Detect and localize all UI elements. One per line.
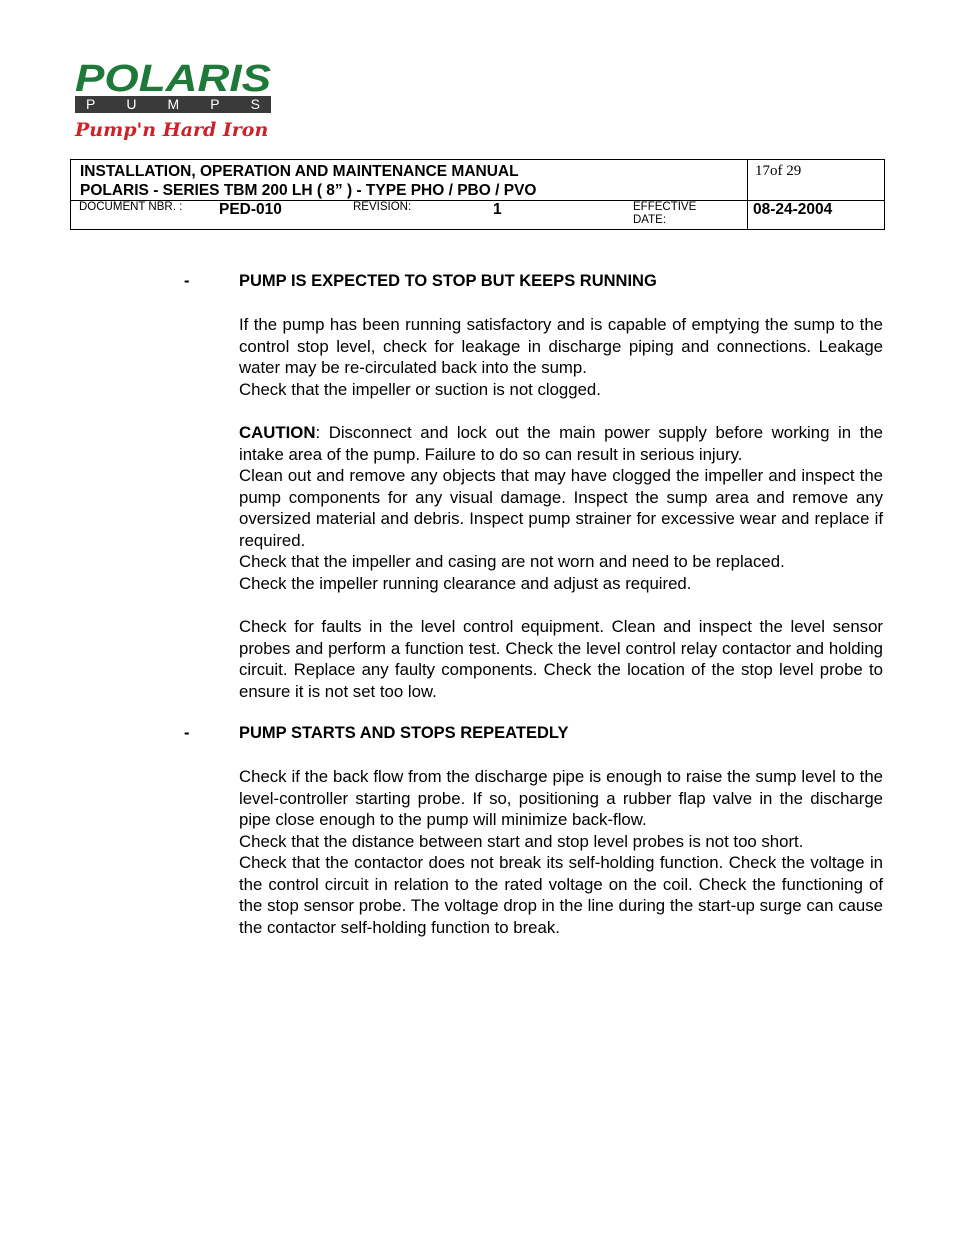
paragraph-caution	[239, 422, 883, 594]
doc-number-value: PED-010	[219, 201, 282, 218]
pumps-letter: S	[250, 96, 260, 112]
bullet-dash: -	[184, 272, 190, 290]
effective-label-line2: DATE:	[633, 214, 667, 226]
polaris-wordmark	[75, 60, 271, 94]
paragraph-text: Clean out and remove any objects that may have clogged the impeller and inspect the pump components for any visual damage. Inspect the sump area and remove any oversized material and debris. Inspect pump strainer for excessive wear and replace if required.	[239, 466, 883, 550]
manual-title	[80, 162, 536, 200]
header-title-row	[71, 160, 884, 201]
company-logo	[75, 60, 271, 142]
section-heading-text: PUMP IS EXPECTED TO STOP BUT KEEPS RUNNING	[239, 272, 657, 290]
revision-label: REVISION:	[353, 201, 412, 213]
doc-number-label: DOCUMENT NBR. :	[79, 201, 183, 213]
brand-text: POLARIS	[75, 60, 271, 94]
polaris-wordmark-svg	[75, 60, 271, 94]
caution-text: : Disconnect and lock out the main power supply before working in the intake area of the pump. Failure to do so can result in serious injury.	[239, 423, 883, 464]
effective-date-value: 08-24-2004	[753, 201, 833, 218]
caution-paragraph	[239, 422, 883, 465]
header-meta-row	[71, 200, 884, 229]
paragraph-level-control	[239, 616, 883, 702]
page-number: 17of 29	[755, 163, 802, 179]
paragraph-text: Check that the contactor does not break its self-holding function. Check the voltage in the control circuit in relation to the rated voltage on the coil. Check the functioning of the stop sensor probe. The voltage drop in the line during the start-up surge can cause the contactor self-holding function to break.	[239, 853, 883, 937]
paragraph-text: If the pump has been running satisfactory and is capable of emptying the sump to the control stop level, check for leakage in discharge piping and connections. Leakage water may be re-circulated back into the sump.	[239, 315, 883, 377]
bullet-dash: -	[184, 724, 190, 742]
paragraph-leakage-check	[239, 314, 883, 400]
pumps-bar	[75, 96, 271, 113]
effective-date-cell	[747, 200, 885, 229]
revision-value: 1	[493, 201, 502, 218]
paragraph-text: Check that the distance between start and stop level probes is not too short.	[239, 831, 804, 851]
pumps-letter: P	[210, 96, 220, 112]
effective-label-line1: EFFECTIVE	[633, 201, 697, 213]
paragraph-text: Check the impeller running clearance and adjust as required.	[239, 573, 692, 593]
paragraph-text: Check that the impeller or suction is not clogged.	[239, 379, 601, 399]
logo-tagline: Pump'n Hard Iron	[75, 119, 269, 141]
paragraph-back-flow	[239, 766, 883, 938]
paragraph-text: Check if the back flow from the discharge pipe is enough to raise the sump level to the level-controller starting probe. If so, positioning a rubber flap valve in the discharge pipe close enough to the pump will minimize back-flow.	[239, 767, 883, 829]
manual-title-line1: INSTALLATION, OPERATION AND MAINTENANCE MANUAL	[80, 163, 519, 180]
page-number-cell	[747, 160, 885, 200]
effective-date-label	[633, 201, 696, 227]
document-header-table	[70, 159, 885, 230]
pumps-letter: M	[167, 96, 180, 112]
pumps-letter: P	[86, 96, 96, 112]
paragraph-text: Check that the impeller and casing are not worn and need to be replaced.	[239, 552, 785, 571]
paragraph-text: Check for faults in the level control equipment. Clean and inspect the level sensor probes and perform a function test. Check the level control relay contactor and holding circuit. Replace any faulty components. Check the location of the stop level probe to ensure it is not set too low.	[239, 617, 883, 701]
section-heading-text: PUMP STARTS AND STOPS REPEATEDLY	[239, 724, 569, 742]
caution-label: CAUTION	[239, 423, 316, 442]
pumps-letter: U	[126, 96, 137, 112]
manual-title-line2: POLARIS - SERIES TBM 200 LH ( 8” ) - TYPE PHO / PBO / PVO	[80, 182, 537, 199]
